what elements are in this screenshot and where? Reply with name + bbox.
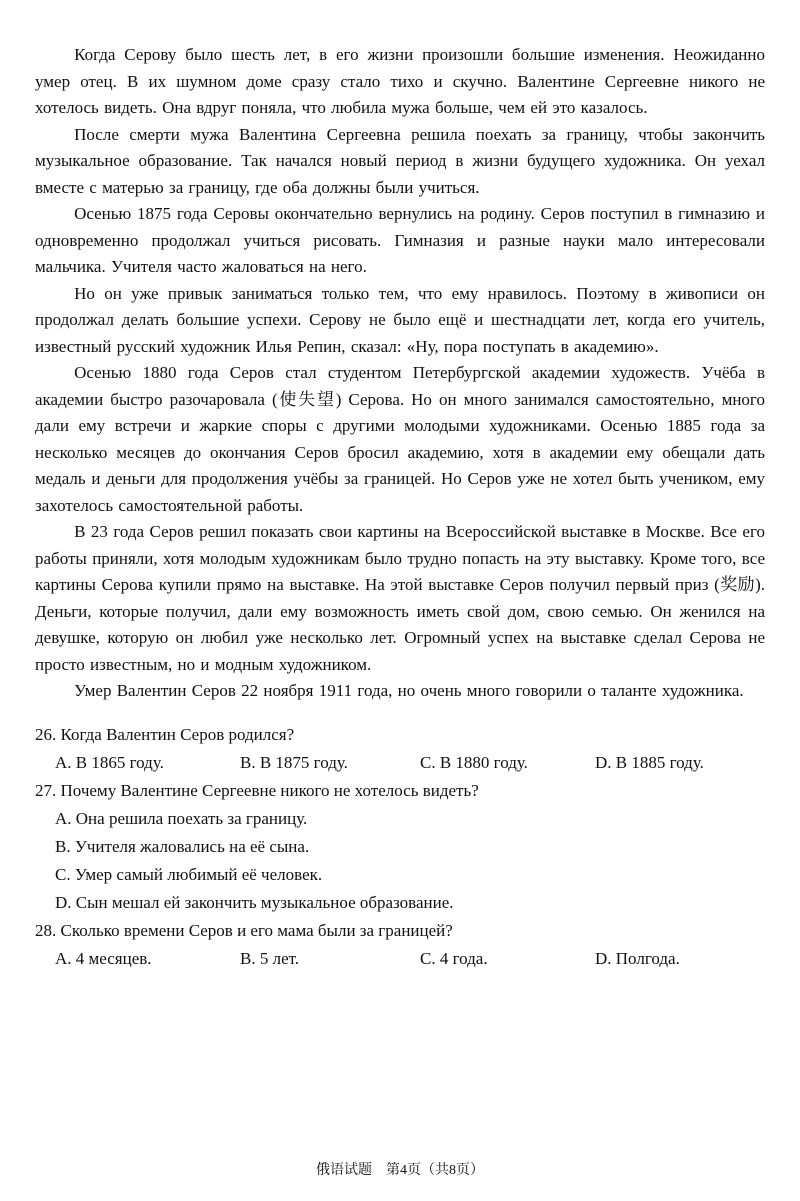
option-26-b: B. В 1875 году. [240,752,348,772]
page-footer: 俄语试题 第4页（共8页） [316,1163,484,1178]
option-26-d: D. В 1885 году. [595,752,704,772]
option-28-b: B. 5 лет. [240,948,300,968]
question-26 [35,721,765,777]
passage-paragraph-4: Но он уже привык заниматься только тем, что ему нравилось. Поэтому в живописи он продолжал делать большие успехи. Серову не было ещё и шестнадцати лет, когда его учитель, известный русский художник Илья Репин, сказал: «Ну, пора поступать в академию». [35,283,765,356]
question-28 [35,917,765,973]
passage-paragraph-1: Когда Серову было шесть лет, в его жизни произошли большие изменения. Неожиданно умер отец. В их шумном доме сразу стало тихо и скучно. Валентине Сергеевне никого не хотелось видеть. Она вдруг поняла, что любила мужа больше, чем ей это казалось. [35,45,765,117]
question-27 [35,777,765,917]
question-28-number: 28. [35,920,57,940]
option-28-a: A. 4 месяцев. [55,948,152,968]
question-28-options [35,945,765,973]
question-26-number: 26. [35,724,57,744]
passage-paragraph-5: Осенью 1880 года Серов стал студентом Петербургской академии художеств. Учёба в академии быстро разочаровала (使失望) Серова. Но он много занимался самостоятельно, много дали ему встречи и жаркие споры с другими молодыми художниками. Осенью 1885 года за несколько месяцев до окончания Серов бросил академию, хотя в академии ему обещали дать медаль и деньги для продолжения учёбы за границей. Но Серов уже не хотел быть учеником, ему захотелось самостоятельной работы. [35,363,765,515]
option-27-d: D. Сын мешал ей закончить музыкальное образование. [55,892,454,912]
option-26-a: A. В 1865 году. [55,752,164,772]
reading-passage [35,42,765,705]
option-28-c: C. 4 года. [420,948,488,968]
passage-paragraph-7: Умер Валентин Серов 22 ноября 1911 года, но очень много говорили о таланте художника. [74,681,744,700]
option-27-c: C. Умер самый любимый её человек. [55,864,323,884]
option-27-b: B. Учителя жаловались на её сына. [55,836,310,856]
option-26-c: C. В 1880 году. [420,752,528,772]
question-26-options [35,749,765,777]
passage-paragraph-6: В 23 года Серов решил показать свои картины на Всероссийской выставке в Москве. Все его работы приняли, хотя молодым художникам было трудно попасть на эту выставку. Кроме того, все картины Серова купили прямо на выставке. На этой выставке Серов получил первый приз (奖励). Деньги, которые получил, дали ему возможность иметь свой дом, свою семью. Он женился на девушке, которую он любил уже несколько лет. Огромный успех на выставке сделал Серова не просто известным, но и модным художником. [35,522,765,674]
question-26-text: 26. Когда Валентин Серов родился? [35,724,295,744]
option-27-a: A. Она решила поехать за границу. [55,808,308,828]
question-28-text: 28. Сколько времени Серов и его мама были за границей? [35,920,453,940]
option-28-d: D. Полгода. [595,948,680,968]
question-27-number: 27. [35,780,57,800]
question-27-text: 27. Почему Валентине Сергеевне никого не хотелось видеть? [35,780,479,800]
passage-paragraph-3: Осенью 1875 года Серовы окончательно вернулись на родину. Серов поступил в гимназию и одновременно продолжал учиться рисовать. Гимназия и разные науки мало интересовали мальчика. Учителя часто жаловаться на него. [35,204,765,276]
question-27-options [35,805,765,917]
questions-section [35,721,765,973]
passage-paragraph-2: После смерти мужа Валентина Сергеевна решила поехать за границу, чтобы закончить музыкальное образование. Так начался новый период в жизни будущего художника. Он уехал вместе с матерью за границу, где оба должны были учиться. [35,124,765,197]
